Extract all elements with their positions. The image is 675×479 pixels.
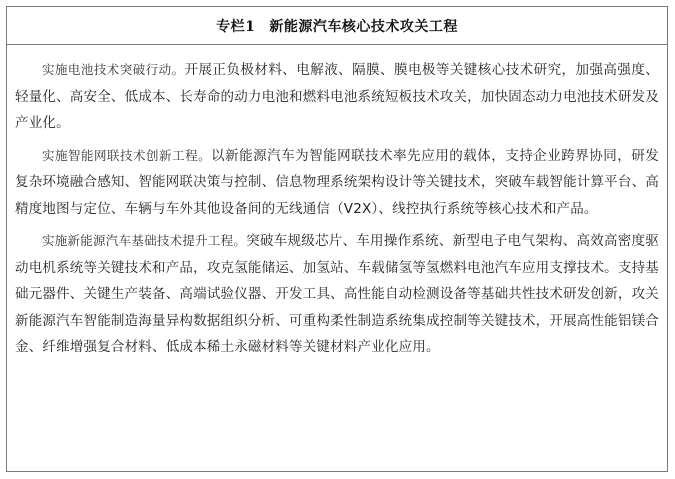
- paragraph-battery: [15, 57, 659, 137]
- paragraph-body: 以新能源汽车为智能网联技术率先应用的载体，支持企业跨界协同，研发复杂环境融合感知、智能网联决策与控制、信息物理系统架构设计等关键技术，突破车载智能计算平台、高精度地图与定位、车辆与车外其他设备间的无线通信（V2X）、线控执行系统等核心技术和产品。: [15, 147, 659, 217]
- column-box: [6, 6, 668, 472]
- paragraph-connected: [15, 143, 659, 223]
- column-number: 专栏1: [216, 18, 256, 35]
- column-title: [7, 7, 667, 45]
- paragraph-body: 突破车规级芯片、车用操作系统、新型电子电气架构、高效高密度驱动电机系统等关键技术和产品，攻克氢能储运、加氢站、车载储氢等氢燃料电池汽车应用支撑技术。支持基础元器件、关键生产装备、高端试验仪器、开发工具、高性能自动检测设备等基础共性技术研发创新，攻关新能源汽车智能制造海量异构数据组织分析、可重构柔性制造系统集成控制等关键技术，开展高性能铝镁合金、纤维增强复合材料、低成本稀土永磁材料等关键材料产业化应用。: [15, 233, 660, 355]
- paragraph-lead: 实施新能源汽车基础技术提升工程。: [42, 233, 247, 248]
- paragraph-lead: 实施智能网联技术创新工程。: [42, 147, 212, 163]
- paragraph-lead: 实施电池技术突破行动。: [42, 62, 185, 77]
- paragraph-body: 开展正负极材料、电解液、隔膜、膜电极等关键核心技术研究，加强高强度、轻量化、高安全、低成本、长寿命的动力电池和燃料电池系统短板技术攻关，加快固态动力电池技术研发及产业化。: [15, 62, 659, 131]
- paragraph-foundation: [15, 228, 659, 361]
- column-content: [7, 45, 667, 361]
- column-heading: 新能源汽车核心技术攻关工程: [269, 18, 458, 35]
